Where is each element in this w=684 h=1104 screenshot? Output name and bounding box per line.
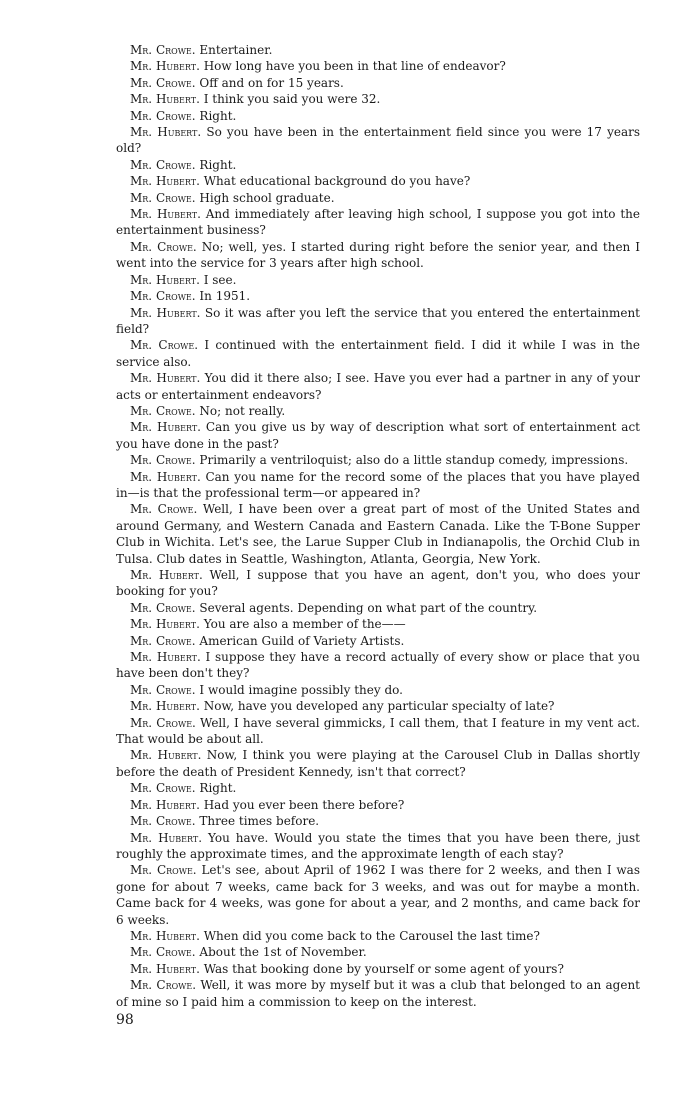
- testimony-paragraph: [116, 961, 640, 977]
- testimony-paragraph: [116, 58, 640, 74]
- statement-text: Primarily a ventriloquist; also do a little standup comedy, impressions.: [195, 453, 629, 468]
- speaker-name: Mr. Hubert.: [130, 568, 203, 582]
- testimony-paragraph: [116, 173, 640, 189]
- statement-text: I continued with the entertainment field. I did it while I was in the service also.: [116, 338, 640, 369]
- testimony-paragraph: [116, 157, 640, 173]
- statement-text: In 1951.: [195, 289, 251, 304]
- speaker-name: Mr. Hubert.: [130, 699, 200, 714]
- testimony-paragraph: [116, 190, 640, 206]
- statement-text: You did it there also; I see. Have you ever had a partner in any of your acts or entertainment endeavors?: [116, 371, 640, 402]
- speaker-name: Mr. Crowe.: [130, 781, 196, 796]
- statement-text: Right.: [195, 108, 237, 123]
- testimony-paragraph: [116, 633, 640, 649]
- statement-text: Well, I have been over a great part of most of the United States and around Germany, and Western Canada and Eastern Canada. Like the T-Bone Supper Club in Wichita. Let's see, the Larue Supper Club in Indianapolis, the Orchid Club in Tulsa. Club dates in Seattle, Washington, Atlanta, Georgia, New York.: [116, 502, 640, 566]
- testimony-paragraph: [116, 124, 640, 157]
- testimony-paragraph: [116, 239, 640, 272]
- testimony-paragraph: [116, 747, 640, 780]
- statement-text: Now, I think you were playing at the Carousel Club in Dallas shortly before the death of President Kennedy, isn't that correct?: [116, 748, 640, 779]
- testimony-paragraph: [116, 419, 640, 452]
- testimony-paragraph: [116, 108, 640, 124]
- speaker-name: Mr. Hubert.: [130, 92, 200, 107]
- speaker-name: Mr. Crowe.: [130, 403, 196, 418]
- testimony-paragraph: [116, 452, 640, 468]
- testimony-paragraph: [116, 715, 640, 748]
- speaker-name: Mr. Crowe.: [130, 682, 196, 697]
- statement-text: Three times before.: [195, 814, 320, 829]
- speaker-name: Mr. Hubert.: [130, 830, 203, 845]
- speaker-name: Mr. Crowe.: [130, 978, 197, 993]
- speaker-name: Mr. Hubert.: [130, 797, 200, 812]
- testimony-paragraph: [116, 600, 640, 616]
- speaker-name: Mr. Crowe.: [130, 863, 197, 878]
- statement-text: I suppose they have a record actually of every show or place that you have been don't they?: [116, 650, 640, 681]
- statement-text: I see.: [199, 272, 237, 287]
- speaker-name: Mr. Hubert.: [130, 420, 201, 435]
- speaker-name: Mr. Hubert.: [130, 469, 201, 484]
- statement-text: Now, have you developed any particular specialty of late?: [199, 699, 555, 714]
- speaker-name: Mr. Hubert.: [130, 59, 200, 74]
- statement-text: Well, it was more by myself but it was a club that belonged to an agent of mine so I paid him a commission to keep on the interest.: [116, 978, 640, 1009]
- testimony-paragraph: [116, 403, 640, 419]
- speaker-name: Mr. Crowe.: [130, 108, 196, 123]
- testimony-paragraph: [116, 813, 640, 829]
- statement-text: Several agents. Depending on what part of the country.: [195, 600, 538, 615]
- speaker-name: Mr. Crowe.: [130, 190, 196, 205]
- statement-text: You have. Would you state the times that you have been there, just roughly the approximate times, and the approximate length of each stay?: [116, 830, 640, 861]
- page-number: 98: [116, 1012, 134, 1028]
- speaker-name: Mr. Crowe.: [130, 289, 196, 304]
- speaker-name: Mr. Crowe.: [130, 75, 196, 90]
- testimony-paragraph: [116, 649, 640, 682]
- testimony-paragraph: [116, 928, 640, 944]
- testimony-paragraph: [116, 75, 640, 91]
- testimony-paragraph: [116, 698, 640, 714]
- statement-text: Right.: [195, 781, 237, 796]
- statement-text: How long have you been in that line of endeavor?: [199, 59, 506, 74]
- testimony-paragraph: [116, 337, 640, 370]
- testimony-paragraph: [116, 567, 640, 600]
- statement-text: Let's see, about April of 1962 I was there for 2 weeks, and then I was gone for about 7 weeks, came back for 3 weeks, and was out for maybe a month. Came back for 4 weeks, was gone for about a year, and 2 months, and came back for 6 weeks.: [116, 863, 640, 927]
- speaker-name: Mr. Hubert.: [130, 617, 200, 632]
- statement-text: No; well, yes. I started during right before the senior year, and then I went into the service for 3 years after high school.: [116, 239, 640, 271]
- testimony-paragraph: [116, 42, 640, 58]
- testimony-paragraph: [116, 206, 640, 239]
- statement-text: Well, I suppose that you have an agent, don't you, who does your booking for you?: [116, 568, 640, 599]
- statement-text: About the 1st of November.: [195, 945, 367, 960]
- statement-text: When did you come back to the Carousel the last time?: [199, 928, 540, 943]
- testimony-paragraph: [116, 797, 640, 813]
- statement-text: I would imagine possibly they do.: [195, 682, 403, 697]
- speaker-name: Mr. Crowe.: [130, 502, 198, 517]
- statement-text: And immediately after leaving high school, I suppose you got into the entertainment business?: [116, 207, 640, 238]
- statement-text: So it was after you left the service that you entered the entertainment field?: [116, 305, 640, 336]
- statement-text: Right.: [195, 157, 237, 172]
- statement-text: Entertainer.: [195, 43, 273, 57]
- speaker-name: Mr. Crowe.: [130, 945, 196, 960]
- statement-text: No; not really.: [195, 403, 286, 418]
- statement-text: Can you name for the record some of the places that you have played in—is that the professional term—or appeared in?: [116, 469, 640, 500]
- statement-text: What educational background do you have?: [199, 174, 471, 189]
- testimony-paragraph: [116, 862, 640, 928]
- testimony-paragraph: [116, 501, 640, 567]
- speaker-name: Mr. Crowe.: [130, 239, 197, 254]
- speaker-name: Mr. Crowe.: [130, 453, 196, 468]
- testimony-paragraph: [116, 830, 640, 863]
- speaker-name: Mr. Hubert.: [130, 650, 201, 665]
- speaker-name: Mr. Crowe.: [130, 633, 196, 648]
- testimony-paragraph: [116, 616, 640, 632]
- testimony-paragraph: [116, 682, 640, 698]
- testimony-paragraph: [116, 469, 640, 502]
- statement-text: Can you give us by way of description what sort of entertainment act you have done in the past?: [116, 420, 640, 451]
- speaker-name: Mr. Crowe.: [130, 715, 196, 730]
- testimony-paragraph: [116, 370, 640, 403]
- testimony-paragraph: [116, 288, 640, 304]
- statement-text: Off and on for 15 years.: [195, 75, 344, 90]
- speaker-name: Mr. Hubert.: [130, 928, 200, 943]
- speaker-name: Mr. Hubert.: [130, 125, 202, 140]
- testimony-paragraph: [116, 305, 640, 338]
- statement-text: Had you ever been there before?: [199, 797, 405, 812]
- testimony-paragraph: [116, 944, 640, 960]
- speaker-name: Mr. Hubert.: [130, 961, 200, 976]
- speaker-name: Mr. Crowe.: [130, 43, 196, 57]
- testimony-paragraph: [116, 977, 640, 1010]
- speaker-name: Mr. Crowe.: [130, 814, 196, 829]
- speaker-name: Mr. Crowe.: [130, 600, 196, 615]
- testimony-paragraph: [116, 780, 640, 796]
- speaker-name: Mr. Hubert.: [130, 272, 200, 287]
- speaker-name: Mr. Crowe.: [130, 157, 196, 172]
- testimony-paragraph: [116, 272, 640, 288]
- statement-text: I think you said you were 32.: [199, 92, 381, 107]
- speaker-name: Mr. Hubert.: [130, 207, 201, 222]
- statement-text: High school graduate.: [195, 190, 335, 205]
- speaker-name: Mr. Hubert.: [130, 305, 201, 320]
- statement-text: Well, I have several gimmicks, I call them, that I feature in my vent act. That would be about all.: [116, 715, 640, 747]
- testimony-paragraph: [116, 91, 640, 107]
- speaker-name: Mr. Hubert.: [130, 371, 201, 386]
- speaker-name: Mr. Crowe.: [130, 338, 199, 353]
- statement-text: You are also a member of the——: [199, 617, 406, 632]
- statement-text: American Guild of Variety Artists.: [195, 633, 405, 648]
- speaker-name: Mr. Hubert.: [130, 748, 202, 763]
- testimony-transcript: [116, 42, 640, 1010]
- statement-text: So you have been in the entertainment field since you were 17 years old?: [116, 125, 640, 156]
- speaker-name: Mr. Hubert.: [130, 174, 200, 189]
- statement-text: Was that booking done by yourself or some agent of yours?: [199, 961, 564, 976]
